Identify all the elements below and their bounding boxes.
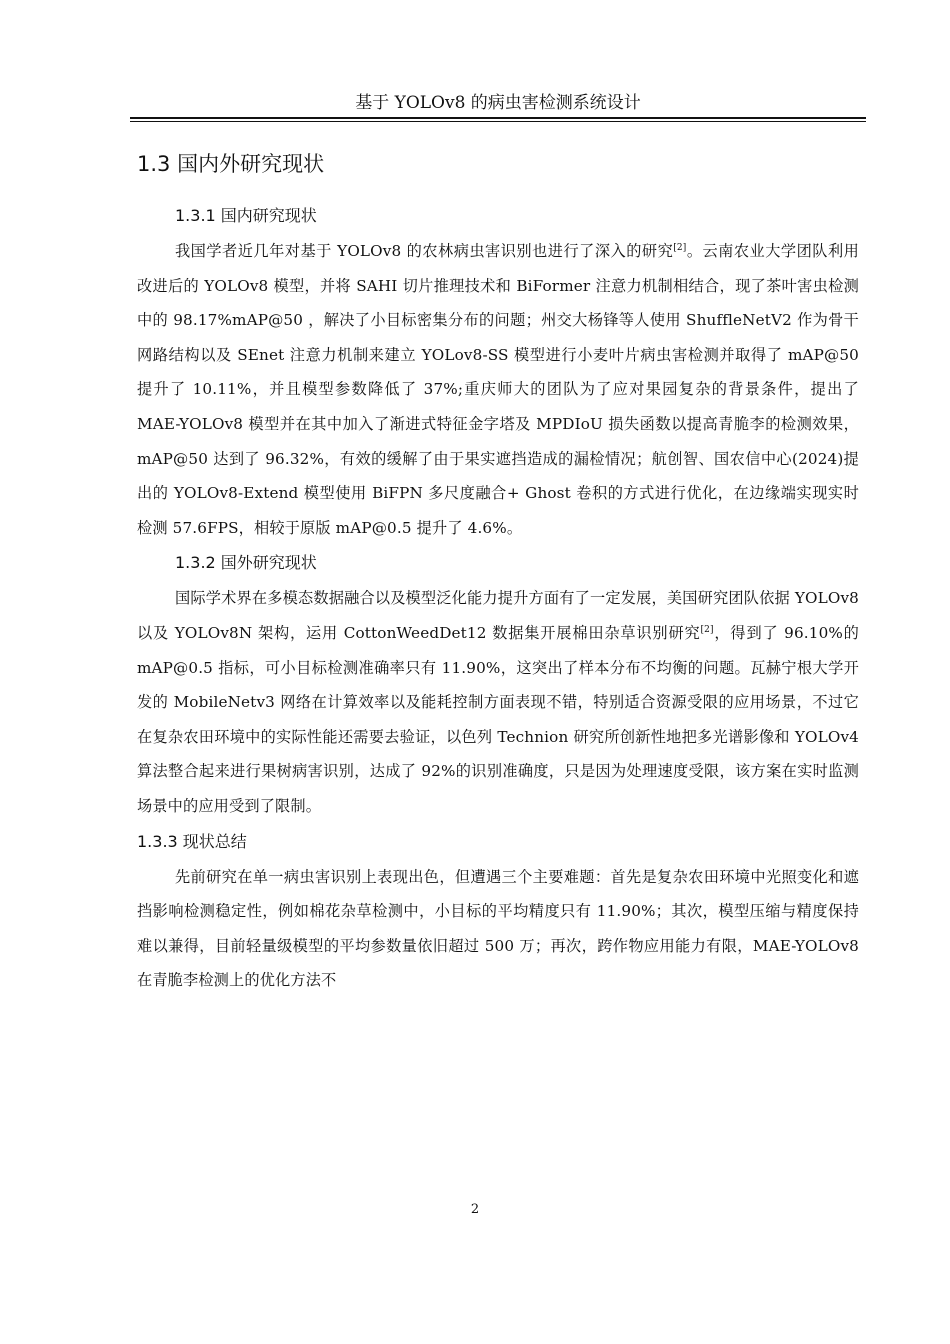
section-title: 1.3 国内外研究现状	[137, 152, 325, 176]
paragraph-domestic-part-a: 我国学者近几年对基于 YOLOv8 的农林病虫害识别也进行了深入的研究	[175, 242, 674, 260]
page-content	[137, 146, 859, 998]
subsection-title-summary: 1.3.3 现状总结	[137, 831, 247, 851]
paragraph-domestic	[137, 234, 859, 545]
paragraph-foreign-part-b: ，得到了 96.10%的 mAP@0.5 指标，可小目标检测准确率只有 11.90%，这突出了样本分布不均衡的问题。瓦赫宁根大学开发的 MobileNetv3 网络在计算效率以及能耗控制方面表现不错，特别适合资源受限的应用场景，不过它在复杂农田环境中的实际性能还需要去验证，以色列 Technion 研究所创新性地把多光谱影像和 YOLOv4 算法整合起来进行果树病害识别，达成了 92%的识别准确度，只是因为处理速度受限，该方案在实时监测场景中的应用受到了限制。	[137, 623, 859, 815]
citation-ref: [2]	[700, 624, 714, 635]
paragraph-foreign	[137, 581, 859, 823]
citation-ref: [2]	[673, 243, 687, 253]
page-number: 2	[470, 1202, 480, 1217]
header-rule-thin	[130, 121, 866, 122]
paragraph-foreign-part-a: 国际学术界在多模态数据融合以及模型泛化能力提升方面有了一定发展，美国研究团队依据 YOLOv8 以及 YOLOv8N 架构，运用 CottonWeedDet12 数据集开展棉田杂草识别研究	[137, 589, 859, 642]
subsection-title-foreign: 1.3.2 国外研究现状	[175, 553, 317, 573]
header-rule-thick	[130, 117, 866, 119]
running-header: 基于 YOLOv8 的病虫害检测系统设计	[355, 93, 641, 113]
subsection-title-domestic: 1.3.1 国内研究现状	[175, 206, 317, 225]
paragraph-summary: 先前研究在单一病虫害识别上表现出色，但遭遇三个主要难题：首先是复杂农田环境中光照变化和遮挡影响检测稳定性，例如棉花杂草检测中，小目标的平均精度只有 11.90%；其次，模型压缩与精度保持难以兼得，目前轻量级模型的平均参数量依旧超过 500 万；再次，跨作物应用能力有限，MAE-YOLOv8 在青脆李检测上的优化方法不	[137, 867, 859, 990]
paragraph-domestic-part-b: 。云南农业大学团队利用改进后的 YOLOv8 模型，并将 SAHI 切片推理技术和 BiFormer 注意力机制相结合，现了茶叶害虫检测中的 98.17%mAP@50 ，解决了小目标密集分布的问题；州交大杨锋等人使用 ShuffleNetV2 作为骨干网路结构以及 SEnet 注意力机制来建立 YOLov8-SS 模型进行小麦叶片病虫害检测并取得了 mAP@50 提升了 10.11%，并且模型参数降低了 37%;重庆师大的团队为了应对果园复杂的背景条件，提出了 MAE-YOLOv8 模型并在其中加入了渐进式特征金字塔及 MPDIoU 损失函数以提高青脆李的检测效果，mAP@50 达到了 96.32%，有效的缓解了由于果实遮挡造成的漏检情况；航创智、国农信中心(2024)提出的 YOLOv8-Extend 模型使用 BiFPN 多尺度融合+ Ghost 卷积的方式进行优化，在边缘端实现实时检测 57.6FPS，相较于原版 mAP@0.5 提升了 4.6%。	[137, 242, 859, 537]
